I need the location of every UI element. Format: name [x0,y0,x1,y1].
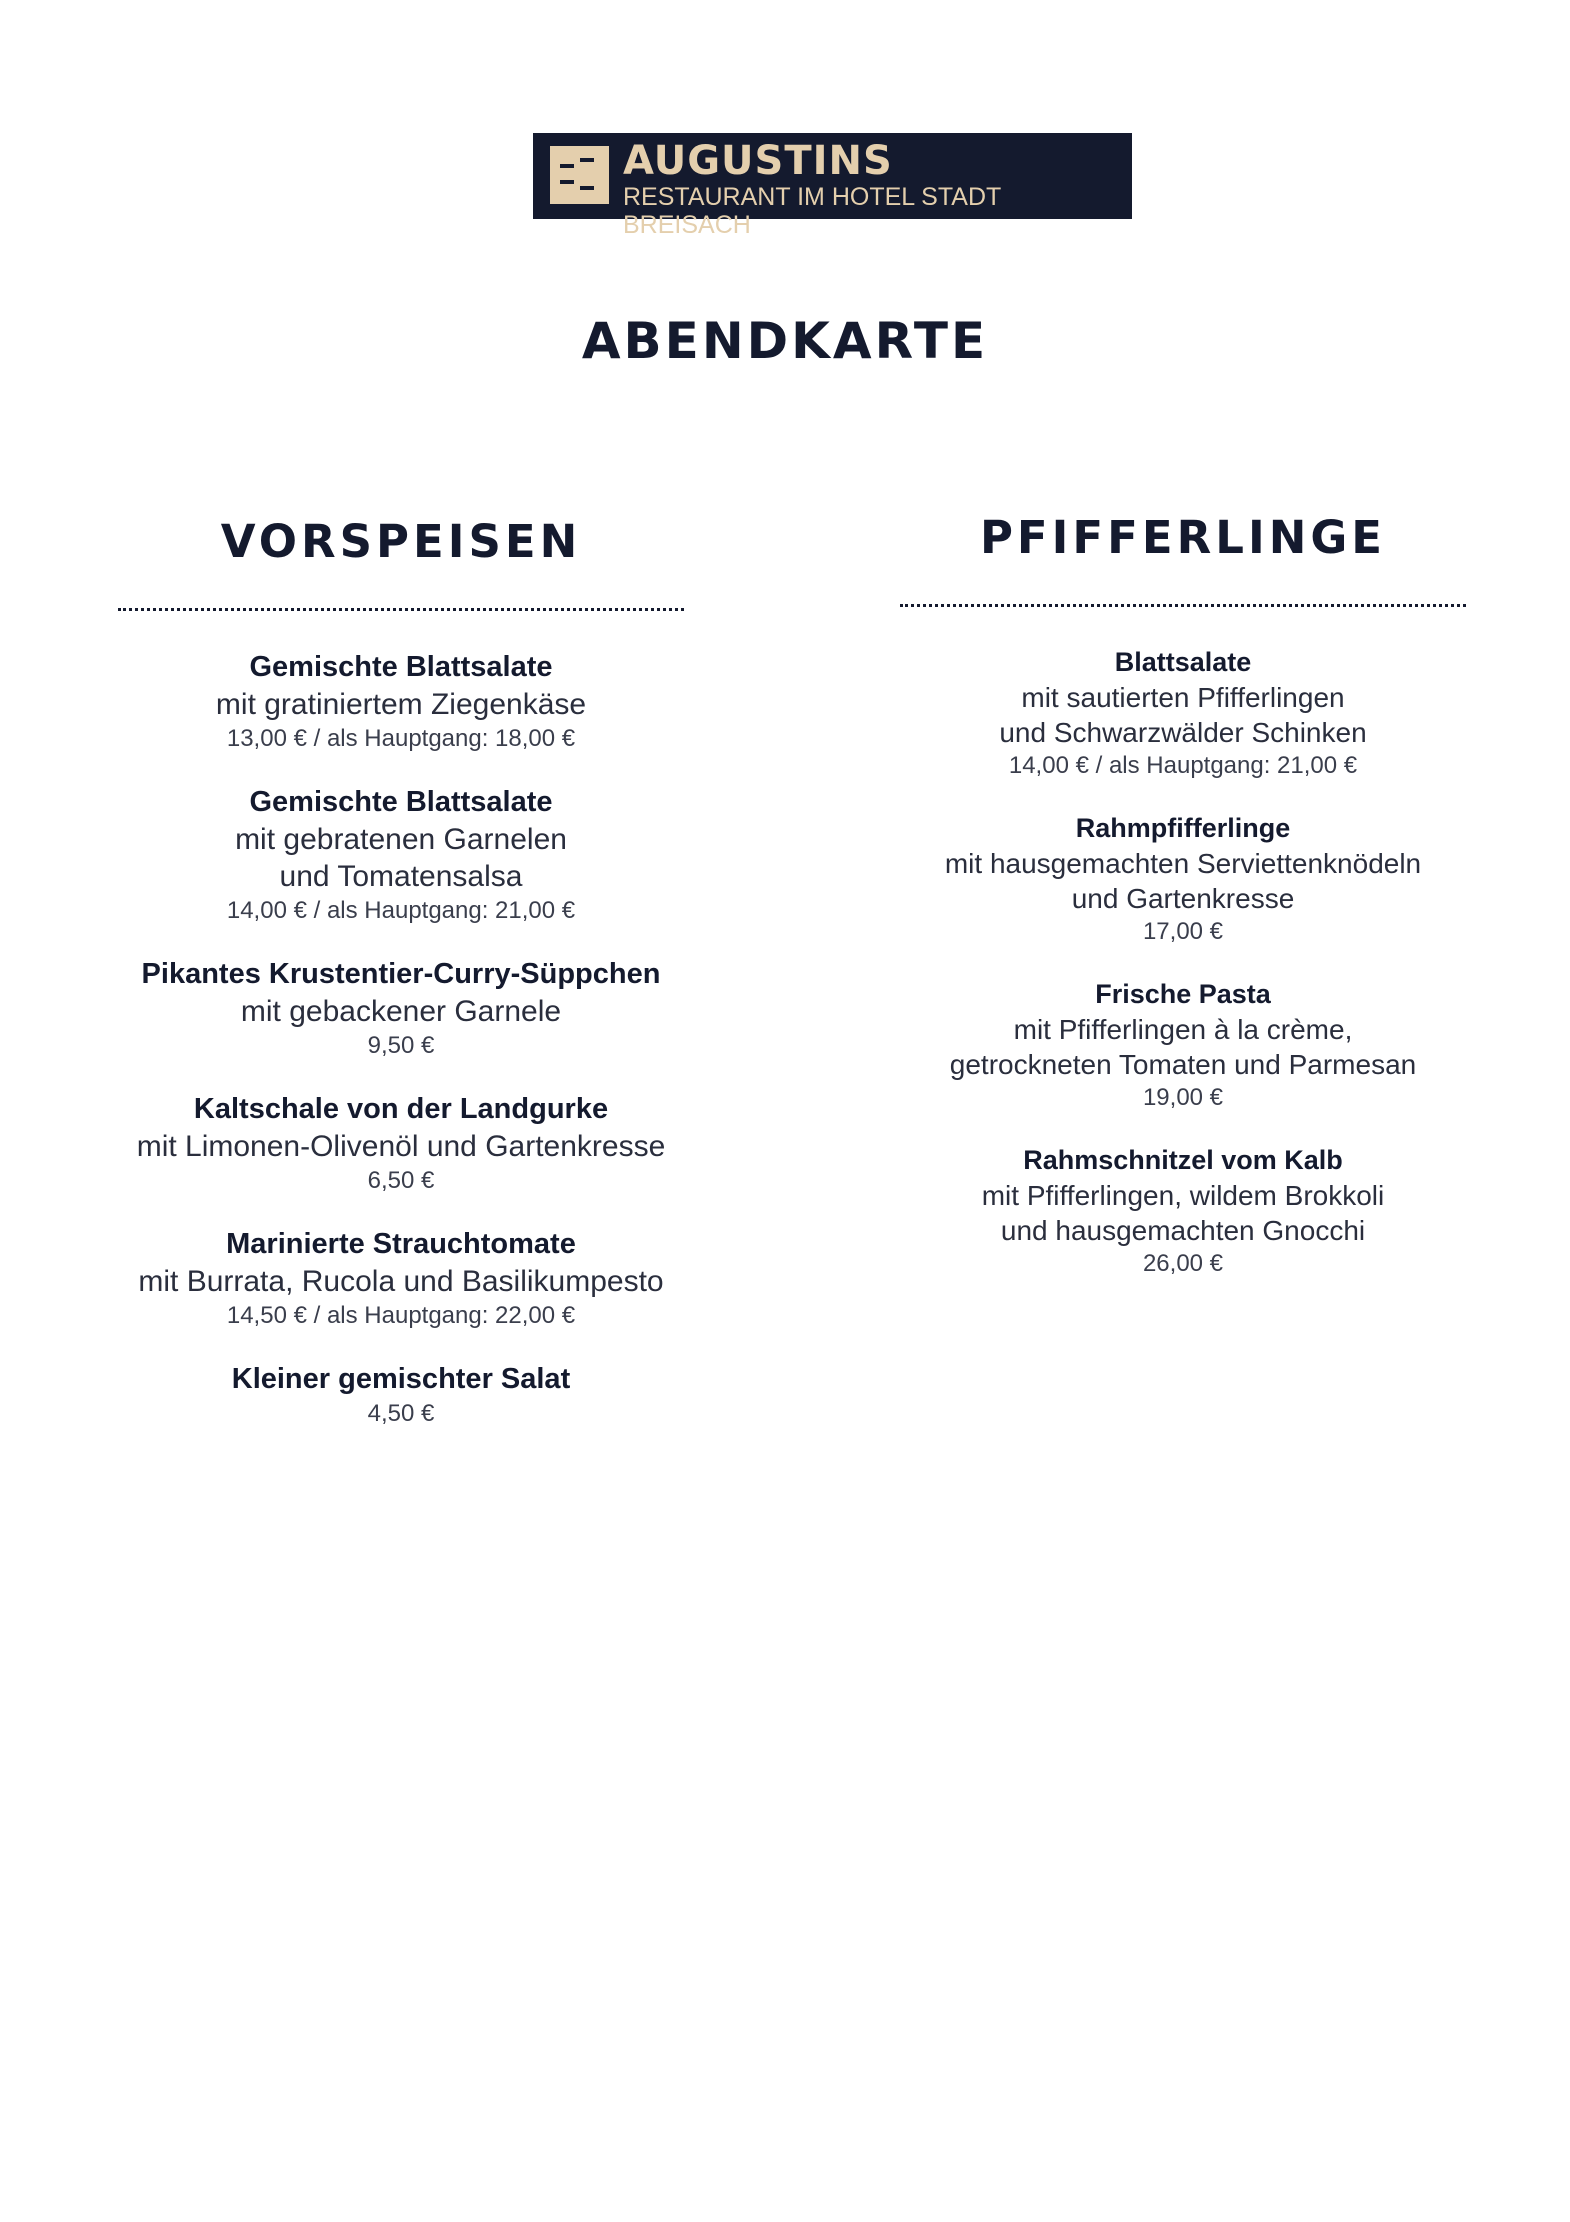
dish-description: mit Burrata, Rucola und Basilikumpesto [138,1265,664,1298]
dish-price: 17,00 € [1142,918,1224,945]
logo-text [623,139,1132,239]
menu-item [900,645,1466,782]
dish-price: 19,00 € [1142,1084,1224,1111]
dish-description: und Schwarzwälder Schinken [999,717,1367,748]
dish-list [118,649,684,1430]
dish-description: mit Pfifferlingen à la crème, [1013,1014,1353,1045]
menu-item [118,956,684,1062]
dish-name: Gemischte Blattsalate [249,651,553,683]
dish-list [900,645,1466,1280]
dish-description: getrockneten Tomaten und Parmesan [949,1049,1417,1080]
logo-name: AUGUSTINS [623,138,893,184]
menu-item [900,811,1466,948]
dish-price: 9,50 € [367,1032,435,1059]
dish-description: mit Pfifferlingen, wildem Brokkoli [981,1180,1385,1211]
menu-item [900,977,1466,1114]
dish-description: mit gebratenen Garnelen [235,823,567,856]
menu-item [118,1226,684,1332]
dish-name: Kaltschale von der Landgurke [193,1093,609,1125]
dish-description: und Gartenkresse [1071,883,1295,914]
dish-name: Rahmpfifferlinge [1075,813,1291,843]
dish-description: und hausgemachten Gnocchi [1000,1215,1366,1246]
dish-price: 14,50 € / als Hauptgang: 22,00 € [226,1302,576,1329]
starters-column [118,512,684,1459]
dish-description: mit gebackener Garnele [240,995,562,1028]
dish-price: 26,00 € [1142,1250,1224,1277]
dish-description: mit hausgemachten Serviettenknödeln [944,848,1422,879]
dish-price: 14,00 € / als Hauptgang: 21,00 € [1008,752,1358,779]
section-heading: VORSPEISEN [220,515,582,568]
dish-price: 4,50 € [367,1400,435,1427]
dish-description: mit gratiniertem Ziegenkäse [215,688,587,721]
chanterelles-column [900,508,1466,1309]
dish-name: Blattsalate [1114,647,1252,677]
menu-item [118,1361,684,1430]
page-title: ABENDKARTE [581,312,989,370]
menu-item [118,1091,684,1197]
menu-item [118,784,684,927]
logo-mark-icon [550,146,609,204]
dotted-divider [900,604,1466,607]
dish-name: Pikantes Krustentier-Curry-Süppchen [141,958,661,990]
dish-price: 6,50 € [367,1167,435,1194]
menu-item [118,649,684,755]
dish-name: Marinierte Strauchtomate [226,1228,576,1260]
restaurant-logo [533,133,1132,239]
dish-name: Kleiner gemischter Salat [231,1363,571,1395]
dish-price: 13,00 € / als Hauptgang: 18,00 € [226,725,576,752]
dish-description: mit sautierten Pfifferlingen [1021,682,1345,713]
logo-subtitle: RESTAURANT IM HOTEL STADT BREISACH [623,183,1001,239]
dish-price: 14,00 € / als Hauptgang: 21,00 € [226,897,576,924]
menu-item [900,1143,1466,1280]
dotted-divider [118,608,684,611]
dish-description: mit Limonen-Olivenöl und Gartenkresse [136,1130,666,1163]
dish-name: Frische Pasta [1095,979,1271,1009]
dish-name: Gemischte Blattsalate [249,786,553,818]
dish-description: und Tomatensalsa [279,860,523,893]
dish-name: Rahmschnitzel vom Kalb [1023,1145,1343,1175]
section-heading: PFIFFERLINGE [979,511,1387,564]
